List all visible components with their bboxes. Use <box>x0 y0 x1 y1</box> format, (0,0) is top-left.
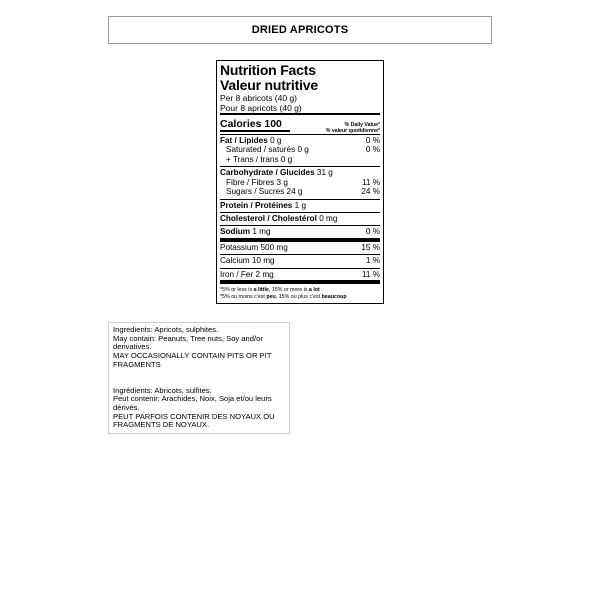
fibre-label: Fibre / Fibres 3 g <box>226 177 288 187</box>
protein-label: Protein / Protéines <box>220 200 293 210</box>
daily-value-header-fr: % valeur quotidienne* <box>325 128 380 134</box>
protein-amount: 1 g <box>294 200 307 210</box>
daily-value-header <box>326 122 380 134</box>
iron-label: Iron / Fer 2 mg <box>220 269 274 279</box>
saturated-trans-row <box>220 145 380 164</box>
divider <box>220 113 380 115</box>
cholesterol-amount: 0 mg <box>319 213 338 223</box>
sugars-row <box>220 187 380 196</box>
iron-dv: 11 % <box>361 269 380 279</box>
daily-value-header-en: % Daily Value* <box>344 122 380 128</box>
potassium-label: Potassium 500 mg <box>220 242 288 252</box>
protein-row <box>220 200 380 211</box>
footnote <box>220 284 380 301</box>
trans-label: + Trans / trans 0 g <box>226 154 293 164</box>
spacer <box>113 370 285 387</box>
sodium-label: Sodium <box>220 227 251 237</box>
fibre-dv: 11 % <box>361 177 380 187</box>
footnote-en-text: , 15% or more is <box>268 287 309 294</box>
potassium-row <box>220 242 380 253</box>
saturated-trans-dv: 0 % <box>365 145 380 155</box>
warning-fr: PEUT PARFOIS CONTENIR DES NOYAUX OU FRAGMENTS DE NOYAUX. <box>113 411 275 430</box>
fibre-row <box>220 178 380 187</box>
nutrition-title-en: Nutrition Facts <box>220 62 316 78</box>
fat-amount: 0 g <box>270 136 282 145</box>
may-contain-fr: Peut contenir: Arachides, Noix, Soja et/ou leurs dérivés. <box>113 394 272 412</box>
fat-dv: 0 % <box>365 136 380 145</box>
sugars-dv: 24 % <box>361 187 380 197</box>
footnote-fr <box>220 294 380 301</box>
footnote-en <box>220 287 380 294</box>
ingredients-en: Ingredients: Apricots, sulphites. <box>113 325 219 334</box>
cholesterol-label: Cholesterol / Cholestérol <box>220 213 317 223</box>
calories-label: Calories 100 <box>220 118 282 130</box>
ingredients-fr: Ingrédients: Abricots, sulfites. <box>113 385 212 395</box>
cholesterol-row <box>220 213 380 224</box>
footnote-fr-peu: peu <box>266 294 276 301</box>
carbohydrate-label: Carbohydrate / Glucides <box>220 168 315 178</box>
carbohydrate-amount: 31 g <box>316 168 333 178</box>
potassium-dv: 15 % <box>361 242 380 252</box>
footnote-en-text: *5% or less is <box>220 287 254 294</box>
footnote-fr-text: *5% ou moins c'est <box>220 294 267 301</box>
fat-section <box>220 135 380 165</box>
product-name: DRIED APRICOTS <box>251 24 349 36</box>
fat-row <box>220 136 380 145</box>
serving-size-en: Per 8 abricots (40 g) <box>220 93 298 103</box>
saturated-label: Saturated / saturés 0 g <box>226 145 309 155</box>
calcium-dv: 1 % <box>365 256 380 266</box>
ingredients-box <box>108 322 290 434</box>
footnote-fr-beaucoup: beaucoup <box>321 294 347 301</box>
footnote-fr-text: , 15% ou plus c'est <box>275 294 322 301</box>
sodium-dv: 0 % <box>365 227 380 237</box>
sugars-label: Sugars / Sucres 24 g <box>226 187 303 197</box>
nutrition-facts-table <box>216 60 384 304</box>
footnote-en-little: a little <box>253 287 269 294</box>
warning-en: MAY OCCASIONALLY CONTAIN PITS OR PIT FRAGMENTS <box>113 351 272 369</box>
calories-row <box>220 118 380 134</box>
product-name-box <box>108 16 492 44</box>
calcium-label: Calcium 10 mg <box>220 256 275 266</box>
sodium-amount: 1 mg <box>252 227 271 237</box>
iron-row <box>220 269 380 280</box>
footnote-en-lot: a lot <box>308 287 320 294</box>
carbohydrate-row <box>220 168 380 177</box>
serving-size-fr: Pour 8 apricots (40 g) <box>220 103 302 113</box>
carbohydrate-section <box>220 167 380 197</box>
nutrition-title-fr: Valeur nutritive <box>220 77 318 93</box>
calcium-row <box>220 255 380 266</box>
fat-label: Fat / Lipides <box>220 136 268 145</box>
may-contain-en: May contain: Peanuts, Tree nuts, Soy and/or derivatives. <box>113 333 263 352</box>
sodium-row <box>220 226 380 237</box>
calories-underline <box>220 130 290 132</box>
